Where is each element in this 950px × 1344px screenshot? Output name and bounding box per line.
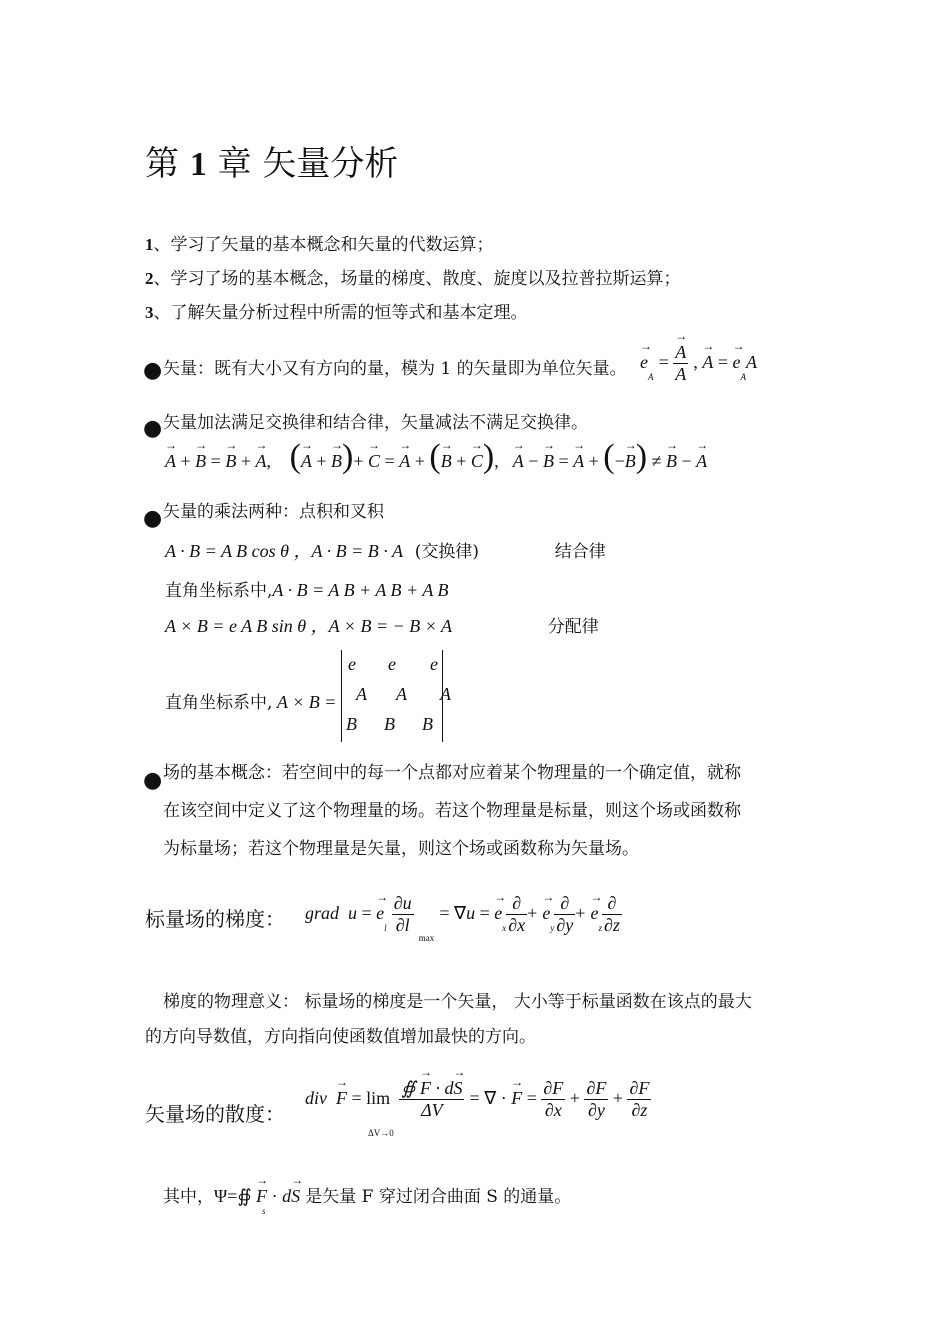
vector-addition-text: 矢量加法满足交换律和结合律，矢量减法不满足交换律。 — [163, 413, 588, 433]
field-concept-line: 场的基本概念：若空间中的每一个点都对应着某个物理量的一个确定值，就称 — [163, 763, 741, 783]
bullet-icon: ● — [143, 768, 163, 793]
objective-item: 2、学习了场的基本概念，场量的梯度、散度、旋度以及拉普拉斯运算； — [145, 269, 681, 289]
flux-subscript: s — [262, 1206, 266, 1216]
gradient-meaning: 的方向导数值，方向指向使函数值增加最快的方向。 — [145, 1027, 536, 1047]
vector-addition-formula: → A + → B = → B + → A, (→ A + → B)+ → C = → A + (→ B + → C), → A − → B = → A + (−→ B) ≠ → B − → A — [165, 438, 707, 476]
vector-multiplication-text: 矢量的乘法两种：点积和叉积 — [163, 502, 384, 522]
gradient-formula: grad u = → $e_l$ $\frac{\partial u}{\partial l}$ $_{max}$ = ∇u = → $e_x$ $\frac{\partial}{\partial x}$ + → $e_y$ $\frac{\partial}{\partial y}$ + → $e_z$ $\frac{\partial}{\partial z}$ — [305, 893, 622, 936]
limit-subscript: ΔV→0 — [368, 1128, 394, 1138]
dot-product-line: A · B = A B cos θ ，A · B = B · A (交换律) 结合律 — [165, 541, 606, 562]
field-concept-line: 在该空间中定义了这个物理量的场。若这个物理量是标量，则这个场或函数称 — [163, 801, 741, 821]
cartesian-cross-label: 直角坐标系中, A × B = — [165, 692, 337, 713]
divergence-heading: 矢量场的散度： — [145, 1102, 285, 1126]
bullet-icon: ● — [143, 416, 163, 441]
cross-product-determinant: e e e A A A B B B — [341, 650, 443, 742]
vector-definition: 矢量：既有大小又有方向的量，模为 1 的矢量即为单位矢量。 — [163, 359, 627, 379]
cartesian-dot-product: 直角坐标系中,A · B = A B + A B + A B — [165, 580, 449, 601]
field-concept-line: 为标量场；若这个物理量是矢量，则这个场或函数称为矢量场。 — [163, 839, 639, 859]
gradient-heading: 标量场的梯度： — [145, 907, 285, 931]
bullet-icon: ● — [143, 358, 163, 383]
chapter-title: 第 1 章 矢量分析 — [145, 144, 399, 184]
divergence-formula: div → F = lim $\frac{∯ \to F \cdot d\to S}{\Delta V}$ = ∇ · → F = $\frac{\partial F}{\partial x}$ + $\frac{\partial F}{\partial y}$ + $\frac{\partial F}{\partial z}$ — [305, 1078, 651, 1121]
flux-definition: 其中，Ψ=∯ → F · d→ S 是矢量 F 穿过闭合曲面 S 的通量。 — [163, 1182, 571, 1207]
unit-vector-formula: → $e_A$ = → $\frac{A}{A}$ , → A = → $e_AA$ — [640, 342, 757, 385]
gradient-meaning: 梯度的物理意义： 标量场的梯度是一个矢量， 大小等于标量函数在该点的最大 — [163, 992, 752, 1012]
objective-item: 3、了解矢量分析过程中所需的恒等式和基本定理。 — [145, 303, 528, 323]
bullet-icon: ● — [143, 506, 163, 531]
objective-item: 1、学习了矢量的基本概念和矢量的代数运算； — [145, 235, 494, 255]
cross-product-line: A × B = e A B sin θ ，A × B = − B × A 分配律 — [165, 616, 599, 637]
